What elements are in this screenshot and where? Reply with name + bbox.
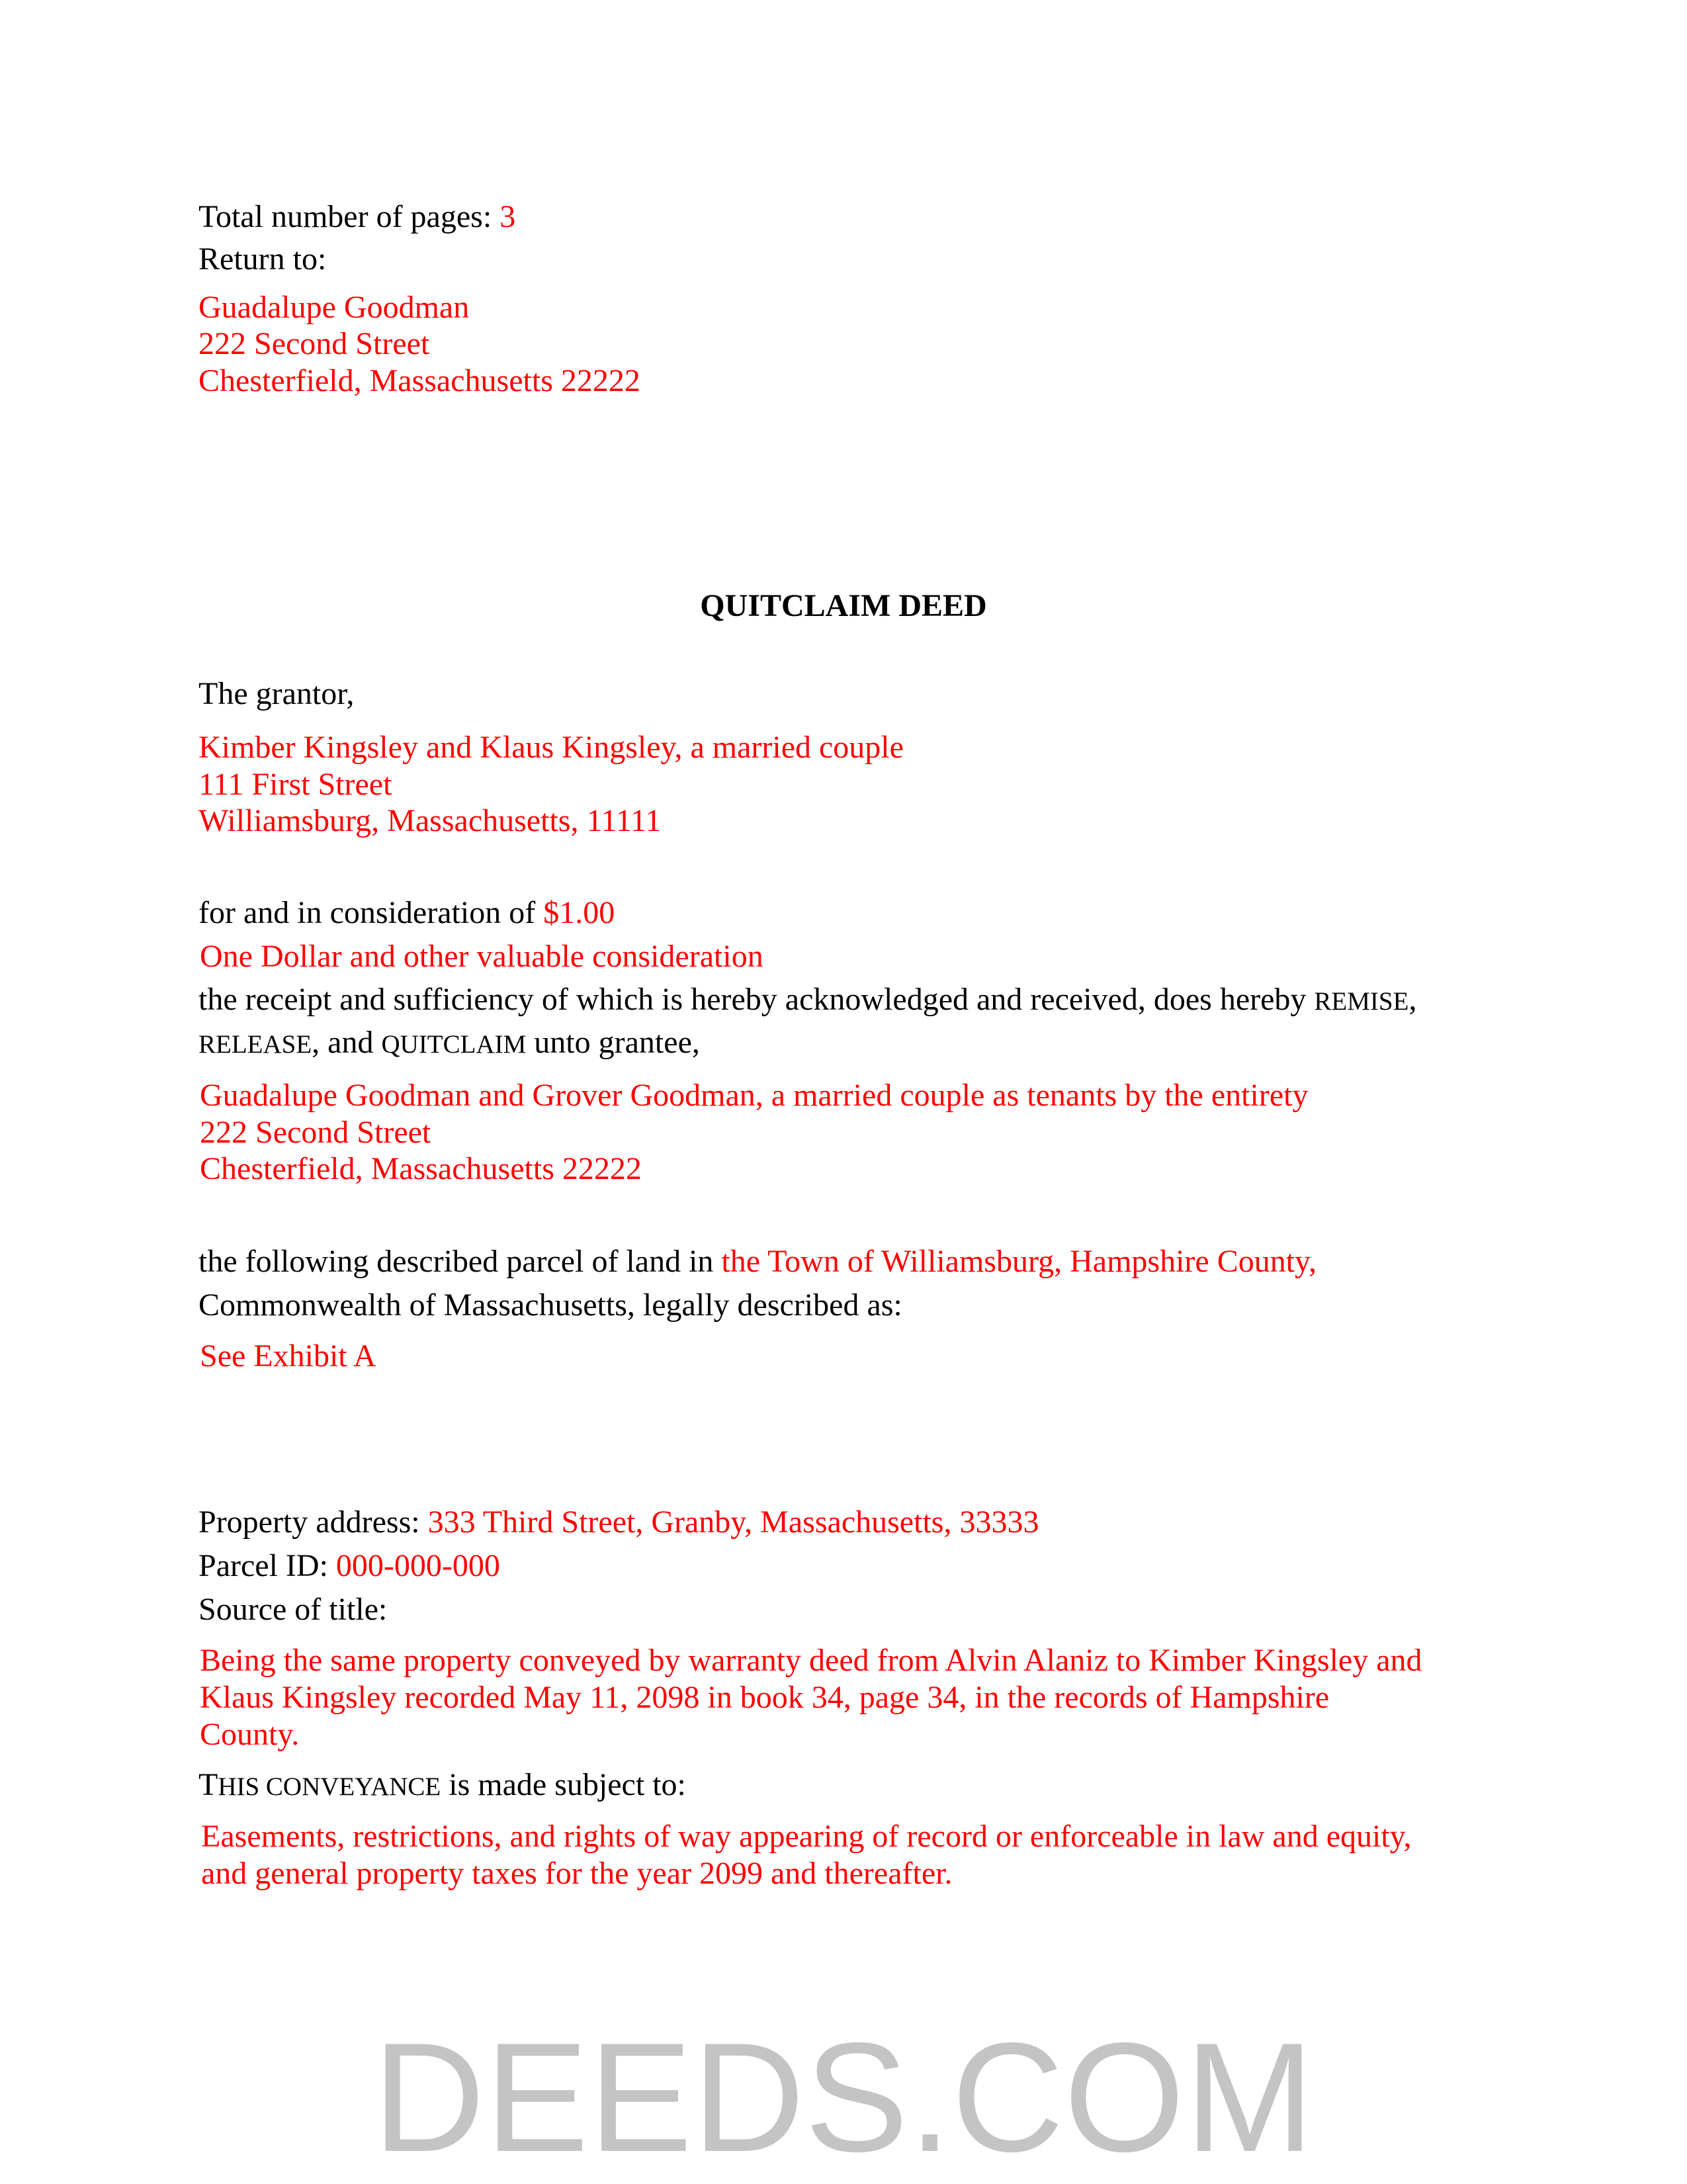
exceptions-line-2: and general property taxes for the year 2099 and thereafter.: [201, 1856, 953, 1891]
remise-text: REMISE: [1314, 987, 1409, 1016]
receipt-line: the receipt and sufficiency of which is hereby acknowledged and received, does hereby REMISE,: [198, 982, 1417, 1017]
grantor-name: Kimber Kingsley and Klaus Kingsley, a married couple: [198, 730, 904, 765]
grantee-name: Guadalupe Goodman and Grover Goodman, a married couple as tenants by the entirety: [200, 1078, 1309, 1113]
consideration-line: [198, 895, 615, 932]
grantee-street: 222 Second Street: [200, 1115, 431, 1150]
parcel-line-2: Commonwealth of Massachusetts, legally described as:: [198, 1288, 902, 1323]
parcel-id-label: Parcel ID:: [198, 1548, 328, 1583]
source-of-title-line-2: Klaus Kingsley recorded May 11, 2098 in book 34, page 34, in the records of Hampshire: [200, 1680, 1330, 1715]
watermark-logo: DEEDS.COM: [372, 2010, 1315, 2184]
consideration-amount: $1.00: [543, 895, 615, 930]
parcel-label: the following described parcel of land in: [198, 1244, 714, 1279]
total-pages-value: 3: [499, 199, 516, 234]
conveyance-subject-text: is made subject to:: [449, 1767, 686, 1802]
release-line: RELEASE, and QUITCLAIM unto grantee,: [198, 1025, 700, 1060]
parcel-location: the Town of Williamsburg, Hampshire County,: [721, 1244, 1317, 1279]
release-text: RELEASE: [198, 1030, 312, 1059]
quitclaim-text: QUITCLAIM: [381, 1030, 527, 1059]
parcel-line: [198, 1243, 1317, 1280]
conveyance-initial: T: [198, 1767, 218, 1802]
conveyance-smallcaps: HIS CONVEYANCE: [218, 1772, 441, 1801]
exceptions-line-1: Easements, restrictions, and rights of way appearing of record or enforceable in law and equity,: [201, 1819, 1412, 1854]
unto-grantee-text: unto grantee,: [534, 1025, 700, 1060]
conveyance-line: [198, 1767, 686, 1806]
grantee-city: Chesterfield, Massachusetts 22222: [200, 1151, 642, 1186]
consideration-label: for and in consideration of: [198, 895, 536, 930]
return-name: Guadalupe Goodman: [198, 290, 470, 325]
parcel-id-line: [198, 1548, 500, 1585]
source-of-title-label: Source of title:: [198, 1592, 388, 1627]
grantor-label: The grantor,: [198, 676, 355, 711]
grantor-city: Williamsburg, Massachusetts, 11111: [198, 803, 662, 838]
legal-description: See Exhibit A: [200, 1338, 376, 1374]
consideration-words: One Dollar and other valuable consideration: [200, 939, 763, 974]
property-address-label: Property address:: [198, 1505, 420, 1540]
page-title: QUITCLAIM DEED: [700, 588, 987, 623]
total-pages-label: Total number of pages:: [198, 199, 492, 234]
and-text: and: [327, 1025, 374, 1060]
receipt-text: the receipt and sufficiency of which is hereby acknowledged and received, does hereby: [198, 982, 1307, 1017]
source-of-title-line-1: Being the same property conveyed by warranty deed from Alvin Alaniz to Kimber Kingsley and: [200, 1643, 1422, 1678]
source-of-title-line-3: County.: [200, 1717, 300, 1752]
return-to-label: Return to:: [198, 241, 327, 277]
property-address-value: 333 Third Street, Granby, Massachusetts, 33333: [427, 1505, 1039, 1540]
return-street: 222 Second Street: [198, 326, 430, 361]
grantor-street: 111 First Street: [198, 767, 392, 802]
total-pages-line: [198, 198, 515, 236]
property-address-line: [198, 1504, 1039, 1541]
return-city: Chesterfield, Massachusetts 22222: [198, 363, 640, 398]
parcel-id-value: 000-000-000: [335, 1548, 500, 1583]
